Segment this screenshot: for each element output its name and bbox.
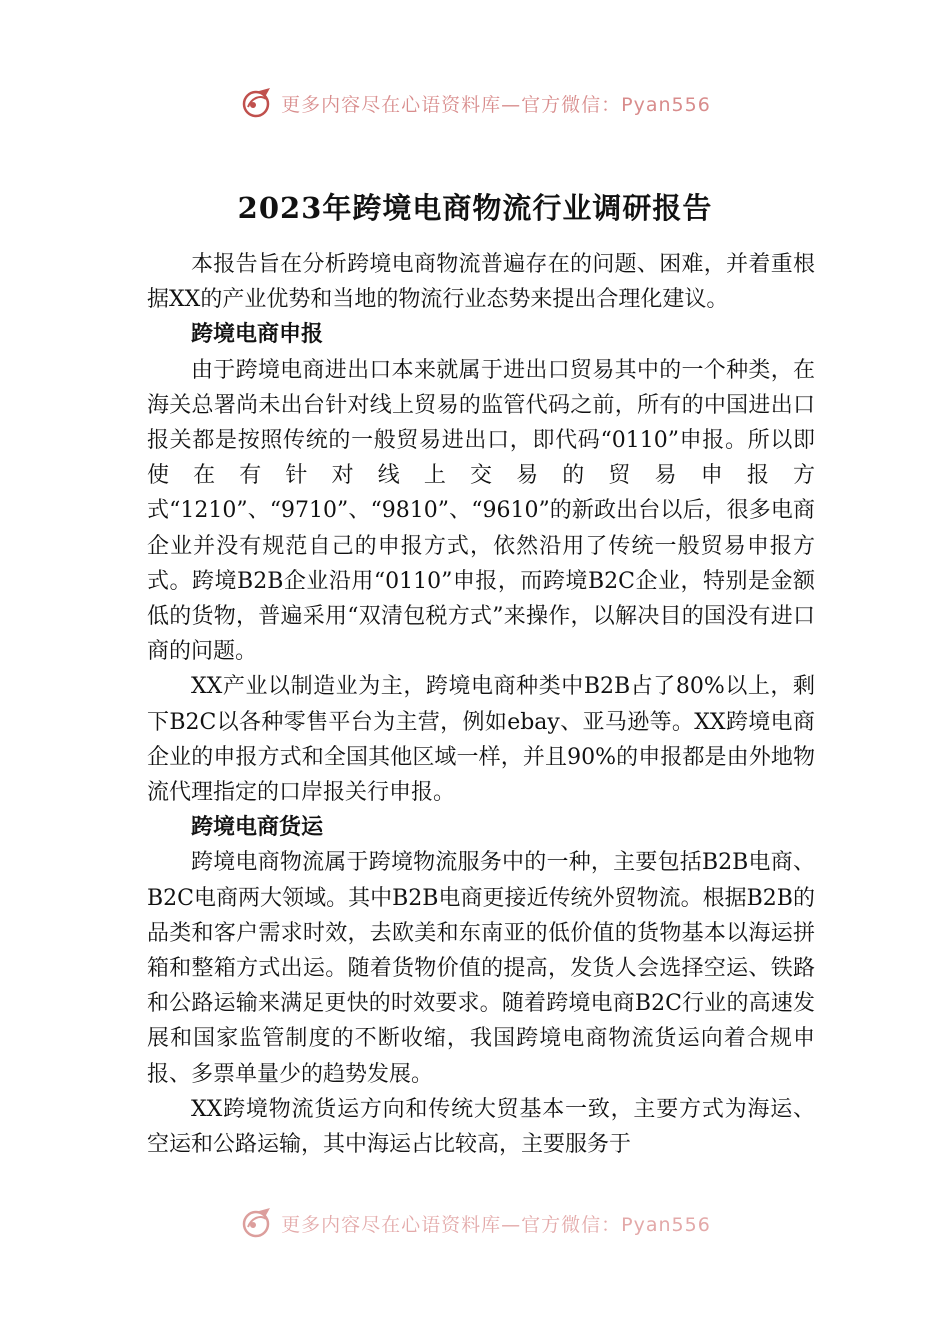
watermark-text: 更多内容尽在心语资料库—官方微信：Pyan556 [281, 93, 711, 116]
pen-swirl-logo-icon [239, 85, 275, 121]
section-heading: 跨境电商申报 [191, 322, 324, 348]
watermark-text: 更多内容尽在心语资料库—官方微信：Pyan556 [281, 1213, 711, 1236]
document-title: 2023年跨境电商物流行业调研报告 [237, 191, 713, 225]
body-paragraph: 跨境电商物流属于跨境物流服务中的一种，主要包括B2B电商、B2C电商两大领域。其中B2B电商更接近传统外贸物流。根据B2B的品类和客户需求时效，去欧美和东南亚的低价值的货物基本以海运拼箱和整箱方式出运。随着货物价值的提高，发货人会选择空运、铁路和公路运输来满足更快的时效要求。随着跨境电商B2C行业的高速发展和国家监管制度的不断收缩，我国跨境电商物流货运向着合规申报、多票单量少的趋势发展。 [147, 850, 815, 1087]
document-body [147, 247, 815, 1162]
intro-paragraph: 本报告旨在分析跨境电商物流普遍存在的问题、困难，并着重根据XX的产业优势和当地的物流行业态势来提出合理化建议。 [147, 252, 815, 313]
header-watermark [0, 83, 950, 123]
pen-swirl-logo-icon [239, 1205, 275, 1241]
body-paragraph: XX跨境物流货运方向和传统大贸基本一致，主要方式为海运、空运和公路运输，其中海运占比较高，主要服务于 [147, 1096, 815, 1158]
section-heading: 跨境电商货运 [191, 815, 324, 841]
body-paragraph: XX产业以制造业为主，跨境电商种类中B2B占了80%以上，剩下B2C以各种零售平台为主营，例如ebay、亚马逊等。XX跨境电商企业的申报方式和全国其他区域一样，并且90%的申报都是由外地物流代理指定的口岸报关行申报。 [147, 674, 815, 806]
footer-watermark [0, 1203, 950, 1243]
body-paragraph: 由于跨境电商进出口本来就属于进出口贸易其中的一个种类，在海关总署尚未出台针对线上贸易的监管代码之前，所有的中国进出口报关都是按照传统的一般贸易进出口，即代码“0110”申报。所以即使在有针对线上交易的贸易申报方式“1210”、“9710”、“9810”、“9610”的新政出台以后，很多电商企业并没有规范自己的申报方式，依然沿用了传统一般贸易申报方式。跨境B2B企业沿用“0110”申报，而跨境B2C企业，特别是金额低的货物，普遍采用“双清包税方式”来操作，以解决目的国没有进口商的问题。 [147, 357, 815, 665]
